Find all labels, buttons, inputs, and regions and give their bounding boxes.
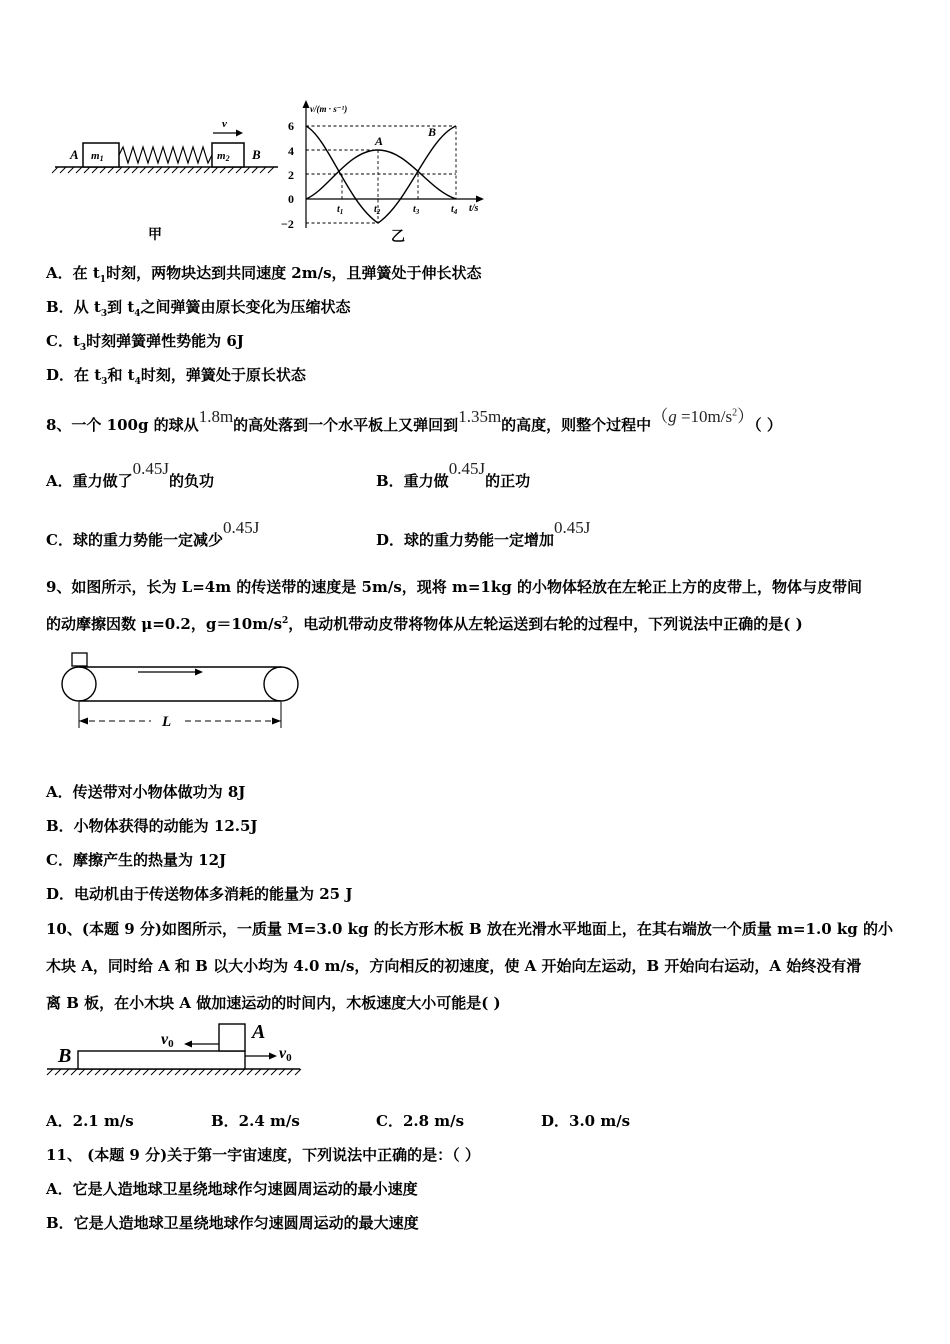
q8-stem: 8、一个 100g 的球从1.8m的高处落到一个水平板上又弹回到1.35m的高度，则整个过程中$(g =10m/s^2)$（ ） (46, 407, 782, 434)
belt-length-label: L (162, 714, 172, 730)
figure-yi-vt-graph (278, 98, 493, 246)
t3-label: t (413, 204, 416, 215)
svg-text:t4: $t_4$ (451, 204, 458, 216)
y-axis-label: v/(m · s⁻¹) (310, 104, 348, 114)
q8-gravity: $(g =10m/s^2)$ (651, 407, 755, 426)
q9-option-c: C．摩擦产生的热量为 12J (46, 851, 227, 869)
q8-option-c: C．球的重力势能一定减少0.45J (46, 518, 260, 549)
q7-option-c: C．$t_3$时刻弹簧弹性势能为 6J (46, 332, 244, 353)
y-tick-2: 2 (288, 168, 294, 182)
q9-option-b: B．小物体获得的动能为 12.5J (46, 817, 258, 835)
y-tick-6: 6 (288, 119, 294, 133)
q10-stem-line-1: 10、(本题 9 分)如图所示，一质量 M=3.0 kg 的长方形木板 B 放在光滑水平地面上，在其右端放一个质量 m=1.0 kg 的小 (46, 920, 893, 938)
svg-text:t3: $t_3$ (413, 204, 420, 216)
curve-a (306, 150, 456, 199)
q8-option-a: A．重力做了0.45J的负功 (46, 459, 215, 490)
y-tick-0: 0 (288, 192, 294, 206)
t1-label: t (337, 204, 340, 215)
block-a-label: A (252, 1021, 266, 1043)
board-b (78, 1051, 245, 1069)
right-wheel (264, 667, 298, 701)
figure-board-block (45, 1018, 310, 1080)
m2-label: m (217, 150, 226, 162)
m1-sub: 1 (99, 154, 104, 163)
m2-sub: 2 (225, 154, 230, 163)
left-wheel (62, 667, 96, 701)
v0-left-label: v (161, 1031, 169, 1048)
q7-option-d: D．在 $t_3$和 $t_4$时刻，弹簧处于原长状态 (46, 366, 306, 387)
q8-option-b: B．重力做0.45J的正功 (376, 459, 531, 490)
q10-stem-line-2: 木块 A，同时给 A 和 B 以大小均为 4.0 m/s，方向相反的初速度，使 A 开始向左运动，B 开始向右运动，A 始终没有滑 (46, 957, 862, 975)
q10-option-d: D．3.0 m/s (541, 1112, 631, 1130)
q8-height-2: 1.35m (458, 407, 502, 426)
q8-option-d: D．球的重力势能一定增加0.45J (376, 518, 591, 549)
q10-stem-line-3: 离 B 板，在小木块 A 做加速运动的时间内，木板速度大小可能是( ) (46, 994, 501, 1012)
t2-label: t (374, 204, 377, 215)
q9-stem-line-2: 的动摩擦因数 μ=0.2，$g=10m/s^2$，电动机带动皮带将物体从左轮运送到右轮的过程中，下列说法中正确的是( ) (46, 615, 803, 633)
x-axis-label: t/s (469, 203, 479, 214)
y-tick-neg2: −2 (281, 217, 294, 231)
jia-label-b: B (252, 147, 261, 162)
block-a (219, 1024, 245, 1051)
jia-label-a: A (70, 147, 79, 162)
jia-caption: 甲 (148, 228, 162, 243)
small-object (72, 653, 87, 666)
q8-height-1: 1.8m (198, 407, 234, 426)
q7-option-b: B．从 $t_3$到 $t_4$之间弹簧由原长变化为压缩状态 (46, 298, 351, 319)
y-tick-4: 4 (288, 144, 294, 158)
figure-jia-spring-blocks (50, 115, 290, 245)
spring (119, 147, 212, 163)
q11-option-a: A．它是人造地球卫星绕地球作匀速圆周运动的最小速度 (46, 1180, 418, 1198)
q10-option-a: A．2.1 m/s (46, 1112, 134, 1130)
q7-option-a: A．在 $t_1$时刻，两物块达到共同速度 2m/s，且弹簧处于伸长状态 (46, 264, 482, 285)
m1-label: m (91, 150, 100, 162)
svg-text:v0: v0 (161, 1031, 174, 1050)
q10-option-c: C．2.8 m/s (376, 1112, 465, 1130)
q11-option-b: B．它是人造地球卫星绕地球作匀速圆周运动的最大速度 (46, 1214, 419, 1232)
yi-caption: 乙 (391, 230, 405, 245)
curve-a-label: A (375, 134, 384, 148)
q9-option-a: A．传送带对小物体做功为 8J (46, 783, 246, 801)
t4-label: t (451, 204, 454, 215)
q9-option-d: D．电动机由于传送物体多消耗的能量为 25 J (46, 885, 353, 903)
svg-text:t1: $t_1$ (337, 204, 344, 216)
q10-option-b: B．2.4 m/s (211, 1112, 300, 1130)
jia-velocity-label: v (222, 118, 227, 130)
curve-b-label: B (428, 125, 437, 139)
q9-stem-line-1: 9、如图所示，长为 L=4m 的传送带的速度是 5m/s，现将 m=1kg 的小物体轻放在左轮正上方的皮带上，物体与皮带间 (46, 578, 862, 596)
v0-right-label: v (279, 1045, 287, 1062)
figure-conveyor-belt (55, 650, 310, 740)
q11-stem: 11、 (本题 9 分)关于第一宇宙速度，下列说法中正确的是：（ ） (46, 1146, 480, 1164)
board-b-label: B (58, 1045, 72, 1067)
svg-text:v0: v0 (279, 1045, 292, 1064)
svg-text:t2: $t_2$ (374, 204, 381, 216)
